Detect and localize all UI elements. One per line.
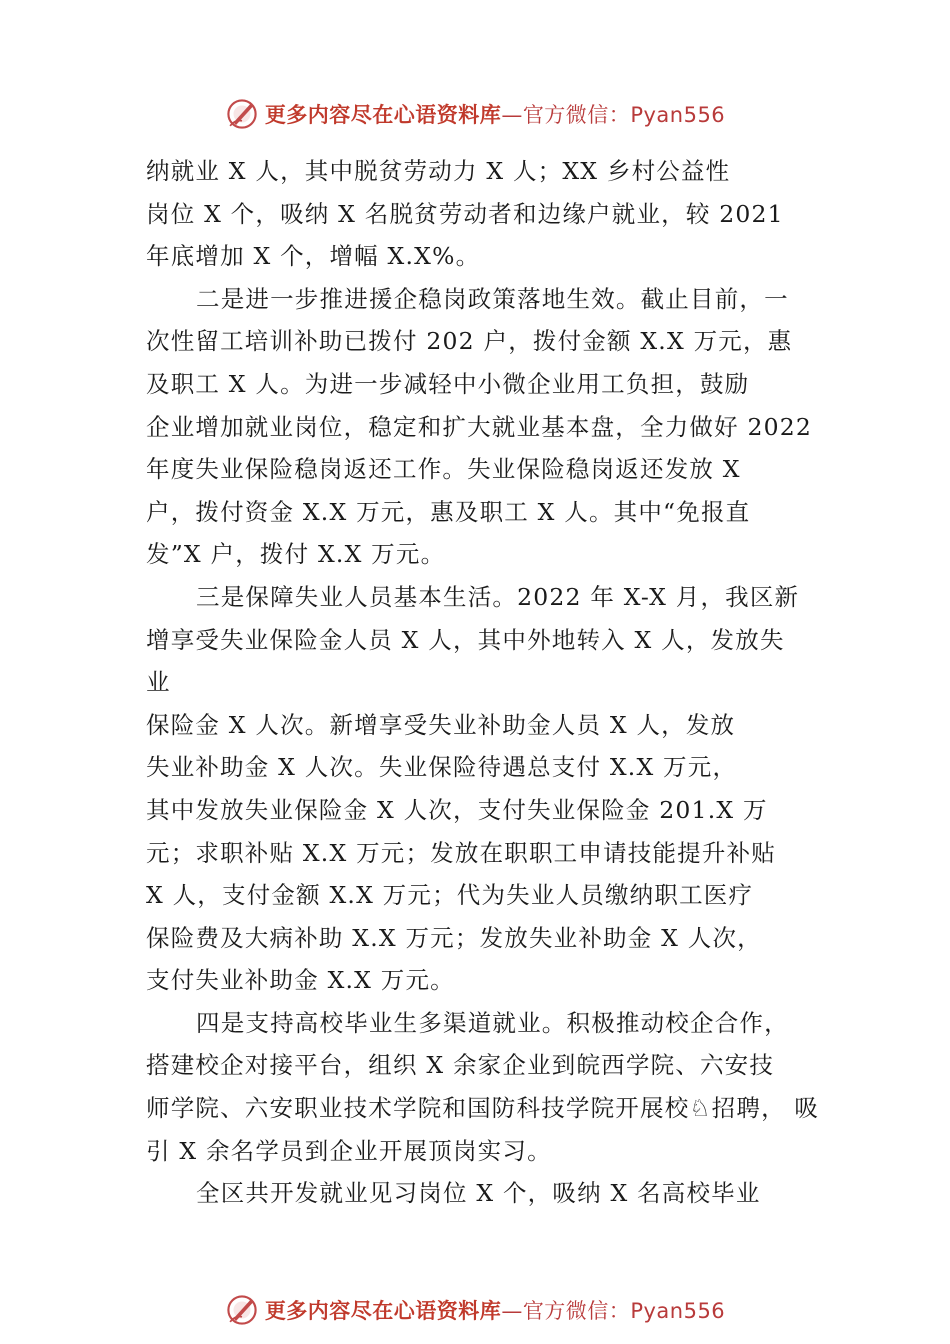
text-line: 其中发放失业保险金 X 人次，支付失业保险金 201.X 万 [146, 795, 768, 824]
footer-text [265, 1295, 725, 1325]
footer-wechat-label: 官方微信： [522, 1299, 631, 1323]
text-line: 及职工 X 人。为进一步减轻中小微企业用工负担，鼓励 [146, 369, 750, 398]
text-line: 引 X 余名学员到企业开展顶岗实习。 [146, 1136, 552, 1165]
footer-separator: — [501, 1299, 523, 1323]
document-body [146, 150, 826, 1215]
text-line: 失业补助金 X 人次。失业保险待遇总支付 X.X 万元， [146, 753, 738, 782]
paragraph-start-line: 全区共开发就业见习岗位 X 个，吸纳 X 名高校毕业 [196, 1179, 761, 1208]
paragraph-start-line: 二是进一步推进援企稳岗政策落地生效。截止目前，一 [196, 284, 789, 313]
text-line: 岗位 X 个，吸纳 X 名脱贫劳动者和边缘户就业，较 2021 [146, 199, 784, 228]
text-line: 支付失业补助金 X.X 万元。 [146, 966, 455, 995]
text-line: 保险金 X 人次。新增享受失业补助金人员 X 人，发放 [146, 710, 736, 739]
header-text [265, 99, 725, 129]
text-line: 纳就业 X 人，其中脱贫劳动力 X 人；XX 乡村公益性 [146, 157, 731, 185]
text-line: 搭建校企对接平台，组织 X 余家企业到皖西学院、六安技 [146, 1051, 775, 1080]
header-wechat-label: 官方微信： [522, 103, 631, 127]
text-line: 业 [146, 668, 171, 697]
text-line: 年度失业保险稳岗返还工作。失业保险稳岗返还发放 X [146, 455, 741, 484]
pen-logo-icon [225, 1293, 259, 1327]
text-line: 元；求职补贴 X.X 万元；发放在职职工申请技能提升补贴 [146, 838, 776, 867]
text-line: 年底增加 X 个，增幅 X.X%。 [146, 242, 481, 271]
header-site-name: 更多内容尽在心语资料库 [264, 103, 502, 127]
header-separator: — [501, 103, 523, 127]
text-line: 次性留工培训补助已拨付 202 户，拨付金额 X.X 万元，惠 [146, 327, 793, 356]
text-line: 户，拨付资金 X.X 万元，惠及职工 X 人。其中“免报直 [146, 497, 751, 526]
text-line: X 人，支付金额 X.X 万元；代为失业人员缴纳职工医疗 [146, 881, 754, 910]
footer-wechat-id: Pyan556 [630, 1299, 726, 1323]
text-line: 保险费及大病补助 X.X 万元；发放失业补助金 X 人次， [146, 923, 762, 952]
text-line: 师学院、六安职业技术学院和国防科技学院开展校♘招聘， 吸 [146, 1094, 820, 1123]
text-line: 发”X 户，拨付 X.X 万元。 [146, 540, 446, 569]
footer-banner [0, 1290, 950, 1330]
header-banner [0, 94, 950, 134]
text-line: 企业增加就业岗位，稳定和扩大就业基本盘，全力做好 2022 [146, 412, 813, 441]
footer-site-name: 更多内容尽在心语资料库 [264, 1299, 502, 1323]
paragraph-start-line: 三是保障失业人员基本生活。2022 年 X-X 月，我区新 [196, 582, 800, 611]
text-line: 增享受失业保险金人员 X 人，其中外地转入 X 人，发放失 [146, 625, 785, 654]
header-wechat-id: Pyan556 [630, 103, 726, 127]
pen-logo-icon [225, 97, 259, 131]
paragraph-start-line: 四是支持高校毕业生多渠道就业。积极推动校企合作， [196, 1008, 789, 1037]
